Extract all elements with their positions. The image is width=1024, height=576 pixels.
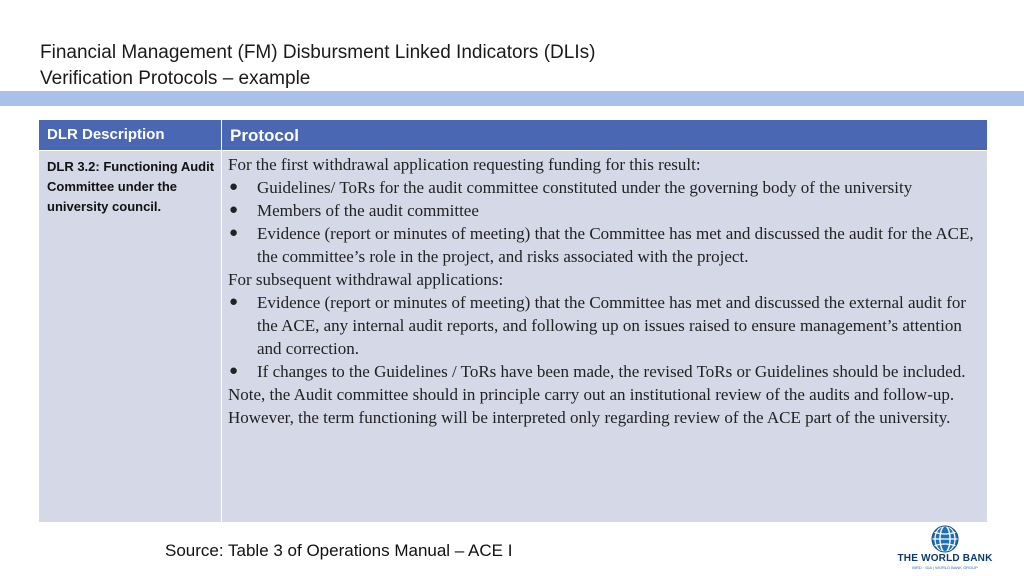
source-note: Source: Table 3 of Operations Manual – ACE I: [165, 541, 513, 560]
protocol-bullet: [228, 222, 975, 268]
verification-table: [39, 120, 987, 522]
bullet-text: Evidence (report or minutes of meeting) that the Committee has met and discussed the external audit for the ACE, any internal audit reports, and following up on issues raised to ensure management’s attention and correction.: [257, 293, 967, 358]
bullet-icon: ●: [229, 294, 239, 310]
protocol-bullet: [228, 199, 975, 222]
protocol-intro-subsequent: For subsequent withdrawal applications:: [228, 270, 504, 289]
protocol-cell: [222, 151, 987, 522]
header-protocol: Protocol: [222, 120, 987, 150]
protocol-bullet: [228, 176, 975, 199]
slide-title: [40, 40, 595, 92]
header-dlr-description: DLR Description: [39, 120, 221, 150]
protocol-bullet: [228, 291, 975, 360]
protocol-intro-first: For the first withdrawal application requesting funding for this result:: [228, 155, 701, 174]
bullet-text: Evidence (report or minutes of meeting) that the Committee has met and discussed the audit for the ACE, the committee’s role in the project, and risks associated with the project.: [257, 224, 974, 266]
slide-title-line-2: Verification Protocols – example: [40, 68, 311, 89]
dlr-description-cell: DLR 3.2: Functioning Audit Committee under the university council.: [39, 151, 221, 522]
protocol-bullet: [228, 360, 975, 383]
protocol-note: Note, the Audit committee should in principle carry out an institutional review of the audits and follow-up. However, the term functioning will be interpreted only regarding review of the ACE part of the university.: [228, 385, 955, 427]
bullet-text: Guidelines/ ToRs for the audit committee constituted under the governing body of the university: [257, 178, 913, 197]
accent-bar: [0, 91, 1024, 106]
slide-title-line-1: Financial Management (FM) Disbursment Linked Indicators (DLIs): [40, 42, 596, 63]
bullet-icon: ●: [229, 202, 239, 218]
logo-subtitle: IBRD · IDA | WORLD BANK GROUP: [912, 565, 978, 570]
bullet-icon: ●: [229, 179, 239, 195]
bullet-icon: ●: [229, 225, 239, 241]
logo-name: THE WORLD BANK: [897, 553, 993, 564]
world-bank-logo: [893, 524, 997, 572]
globe-icon: [923, 524, 967, 554]
bullet-text: If changes to the Guidelines / ToRs have been made, the revised ToRs or Guidelines should be included.: [257, 362, 966, 381]
bullet-icon: ●: [229, 363, 239, 379]
bullet-text: Members of the audit committee: [257, 201, 479, 220]
